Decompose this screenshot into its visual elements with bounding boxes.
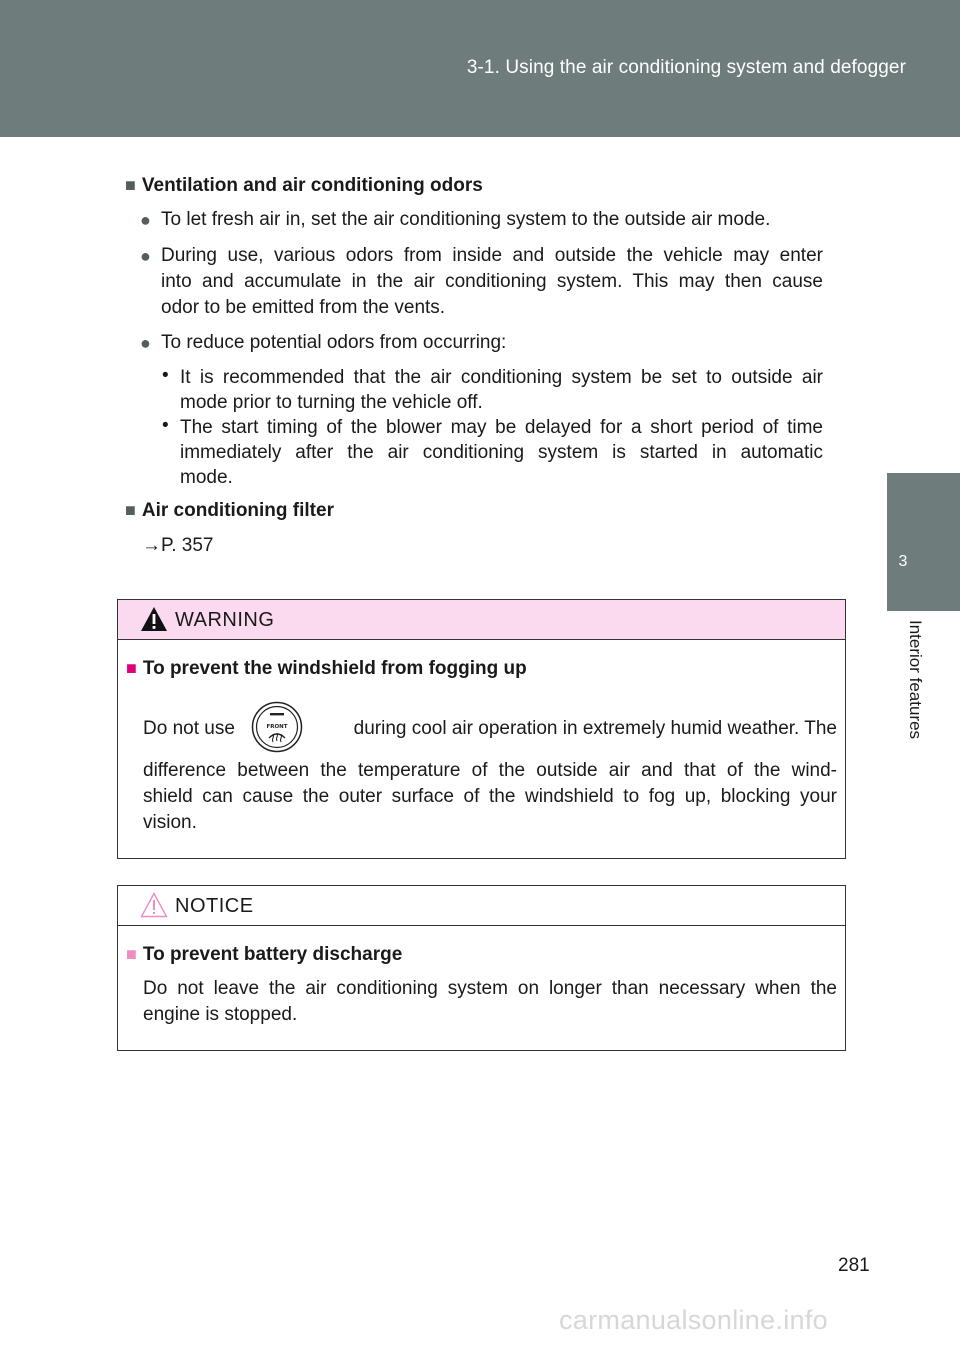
chapter-number: 3 bbox=[898, 553, 908, 570]
warning-text-before-icon: Do not use bbox=[143, 718, 235, 739]
notice-box bbox=[117, 885, 846, 1051]
notice-heading bbox=[126, 944, 402, 966]
warning-line-3: shield can cause the outer surface of the windshield to fog up, blocking your bbox=[143, 786, 837, 807]
sub-1-line-1: It is recommended that the air conditioning system be set to outside air bbox=[180, 367, 823, 388]
section-title: 3-1. Using the air conditioning system and defogger bbox=[466, 57, 906, 78]
page-header bbox=[0, 0, 960, 137]
warning-line-2: difference between the temperature of the outside air and that of the wind- bbox=[143, 760, 837, 781]
warning-text-after-icon: during cool air operation in extremely humid weather. The bbox=[353, 718, 837, 739]
notice-line-1: Do not leave the air conditioning system on longer than necessary when the bbox=[143, 978, 837, 999]
ventilation-bullet-3: To reduce potential odors from occurring: bbox=[161, 332, 507, 353]
bullet-2-line-3: odor to be emitted from the vents. bbox=[161, 297, 446, 318]
notice-body bbox=[143, 976, 837, 1028]
square-bullet-icon: ■ bbox=[126, 944, 137, 964]
warning-line-4: vision. bbox=[143, 812, 197, 833]
dot-bullet: • bbox=[162, 365, 169, 386]
filter-heading-text: Air conditioning filter bbox=[141, 500, 334, 521]
circle-bullet-icon: ● bbox=[140, 210, 151, 230]
ventilation-heading-text: Ventilation and air conditioning odors bbox=[141, 175, 483, 196]
page-number: 281 bbox=[838, 1255, 870, 1276]
sub-2-line-2: immediately after the air conditioning system is started in automatic bbox=[180, 442, 823, 463]
ventilation-heading bbox=[125, 175, 483, 197]
circle-bullet-icon: ● bbox=[140, 333, 151, 353]
notice-header bbox=[118, 886, 845, 926]
notice-line-2: engine is stopped. bbox=[143, 1004, 298, 1025]
filter-page-reference[interactable]: →P. 357 bbox=[142, 535, 214, 556]
chapter-label: Interior features bbox=[906, 620, 925, 740]
notice-label: NOTICE bbox=[175, 895, 254, 917]
warning-heading bbox=[126, 658, 527, 680]
front-defogger-button-icon bbox=[251, 701, 303, 753]
sub-bullet-1 bbox=[180, 365, 823, 415]
warning-label: WARNING bbox=[175, 609, 275, 631]
sub-2-line-3: mode. bbox=[180, 467, 233, 488]
warning-box bbox=[117, 599, 846, 859]
warning-header bbox=[118, 600, 845, 640]
warning-body bbox=[143, 758, 837, 836]
dot-bullet: • bbox=[162, 415, 169, 436]
ventilation-bullet-2 bbox=[161, 243, 823, 321]
watermark: carmanualsonline.info bbox=[559, 1305, 828, 1335]
front-icon-text: FRONT bbox=[266, 724, 288, 730]
sub-bullet-2 bbox=[180, 415, 823, 490]
sub-2-line-1: The start timing of the blower may be delayed for a short period of time bbox=[180, 417, 823, 438]
chapter-tab bbox=[887, 473, 960, 611]
square-bullet-icon: ■ bbox=[125, 175, 136, 195]
notice-heading-text: To prevent battery discharge bbox=[142, 944, 403, 965]
square-bullet-icon: ■ bbox=[126, 658, 137, 678]
bullet-2-line-2: into and accumulate in the air conditioning system. This may then cause bbox=[161, 271, 823, 292]
sub-1-line-2: mode prior to turning the vehicle off. bbox=[180, 392, 483, 413]
square-bullet-icon: ■ bbox=[125, 500, 136, 520]
warning-triangle-icon bbox=[140, 606, 168, 632]
filter-heading bbox=[125, 500, 334, 522]
ventilation-bullet-1: To let fresh air in, set the air conditioning system to the outside air mode. bbox=[161, 209, 771, 230]
bullet-2-line-1: During use, various odors from inside and outside the vehicle may enter bbox=[161, 245, 823, 266]
notice-triangle-icon bbox=[140, 892, 168, 918]
warning-heading-text: To prevent the windshield from fogging up bbox=[142, 658, 527, 679]
circle-bullet-icon: ● bbox=[140, 246, 151, 266]
